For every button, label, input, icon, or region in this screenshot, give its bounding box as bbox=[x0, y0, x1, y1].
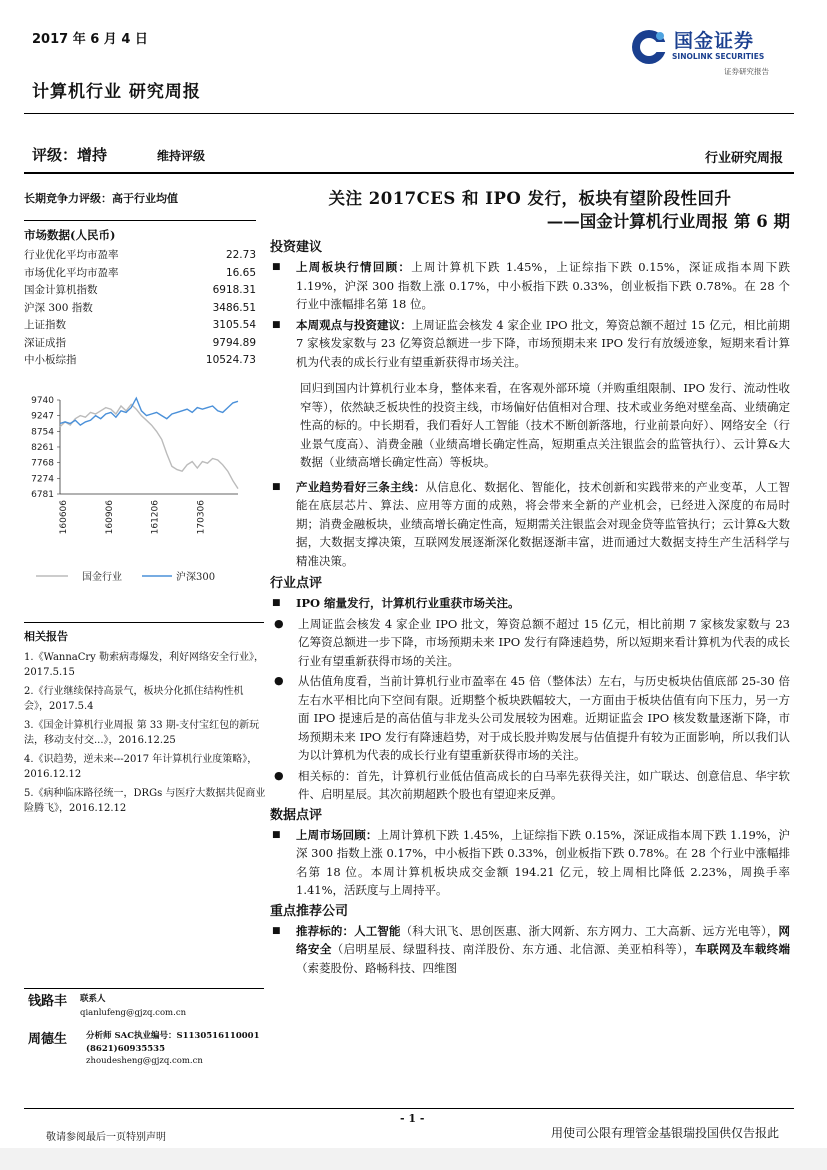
market-data-row bbox=[24, 300, 256, 318]
page-number: - 1 - bbox=[400, 1112, 425, 1125]
keyword: 人工智能 bbox=[354, 923, 401, 938]
bullet-text: 从信息化、数据化、智能化，技术创新和实践带来的产业变革，人工智能在底层芯片、算法、应用等方面的成熟，将会带来全新的产业机会，已经进入深度的布局时期；消费金融板块，业绩高增长确定性高，短期需关注银监会对现金贷等监管执行；云计算&大数据，大数据支撑决策，互联网发展逐渐深化数据逐渐丰富，进而通过大数据支持生产生活科学与精准决策。 bbox=[296, 479, 790, 568]
divider bbox=[24, 622, 264, 623]
logo-mark-icon bbox=[630, 28, 668, 66]
market-data-row bbox=[24, 282, 256, 300]
market-data-value: 22.73 bbox=[225, 249, 256, 261]
section-heading: 行业点评 bbox=[270, 576, 323, 591]
list-item: ● 相关标的：首先，计算机行业低估值高成长的白马率先获得关注，如广联达、创意信息、华宇软件、启明星辰。其次前期超跌个股也有望迎来反弹。 bbox=[270, 767, 790, 804]
index-line-chart bbox=[24, 392, 256, 592]
analyst-role: 分析师 SAC执业编号：S1130516110001 bbox=[86, 1031, 260, 1041]
legend-label: 国金行业 bbox=[82, 571, 122, 583]
bullet-heading: 产业趋势看好三条主线： bbox=[296, 479, 426, 494]
y-tick-label: 8261 bbox=[31, 442, 54, 453]
x-tick-label: 161206 bbox=[150, 499, 161, 534]
analyst-email[interactable]: qianlufeng@gjzq.com.cn bbox=[80, 1008, 187, 1018]
long-term-rating: 长期竞争力评级：高于行业均值 bbox=[24, 192, 178, 205]
bullet-text: 上周计算机下跌 1.45%，上证综指下跌 0.15%，深证成指本周下跌 1.19%，沪深 300 指数上涨 0.17%，中小板指下跌 0.33%，创业板指下跌 0.78%。在 28 个行业中涨幅排名第 18 位。 bbox=[296, 260, 791, 311]
bullet-heading: 上周板块行情回顾： bbox=[296, 260, 412, 274]
logo-cn: 国金证券 bbox=[674, 30, 755, 52]
header-divider bbox=[24, 172, 794, 174]
related-report-item[interactable]: 4.《识趋势，逆未来---2017 年计算机行业度策略》，2016.12.12 bbox=[24, 754, 258, 780]
bullet-heading: 本周观点与投资建议： bbox=[296, 317, 412, 332]
section-heading: 重点推荐公司 bbox=[270, 903, 349, 919]
rating-action: 维持评级 bbox=[157, 149, 206, 163]
list-item: ■ 产业趋势看好三条主线：从信息化、数据化、智能化，技术创新和实践带来的产业变革，人工智能在底层芯片、算法、应用等方面的成熟，将会带来全新的产业机会，已经进入深度的布局时期；消费金融板块，业绩高增长确定性高，短期需关注银监会对现金贷等监管执行；云计算&大数据，大数据支撑决策，互联网发展逐渐深化数据逐渐丰富，进而通过大数据支持生产生活科学与精准决策。 bbox=[272, 479, 790, 568]
market-data-label: 国金计算机指数 bbox=[24, 284, 98, 296]
y-tick-label: 7274 bbox=[31, 473, 54, 484]
list-item: ■ IPO 缩量发行，计算机行业重获市场关注。 bbox=[270, 594, 790, 613]
analyst-name: 钱路丰 bbox=[28, 994, 68, 1009]
market-data-label: 中小板综指 bbox=[24, 354, 77, 366]
legend-label: 沪深300 bbox=[176, 571, 216, 583]
analyst-email[interactable]: zhoudesheng@gjzq.com.cn bbox=[86, 1056, 203, 1066]
market-data-row bbox=[24, 352, 256, 370]
report-title: 关注 2017CES 和 IPO 发行，板块有望阶段性回升 bbox=[328, 189, 732, 208]
company-logo bbox=[630, 26, 790, 82]
market-data-value: 9794.89 bbox=[212, 336, 256, 349]
bullet-text: 从估值角度看，当前计算机行业市盈率在 45 倍（整体法）左右，与历史板块估值底部 25-30 倍左右水平相比向下空间有限。近期整个板块跌幅较大，一方面由于板块估值有向下压力，另一方面 IPO 提速后是的高估值与非龙头公司发展较为困难。近期证监会 IPO 核发数量逐渐下降，市场预期未来 IPO 发行有降速趋势，对于成长股并购发展与估值提升有较为正面影响，所以我们认为以计算机为代表的成长行业有望重新获得市场的关注。 bbox=[298, 674, 790, 762]
y-tick-label: 6781 bbox=[31, 489, 54, 500]
related-report-item[interactable]: 3.《国金计算机行业周报 第 33 期-支付宝红包的新玩法，移动支付交...》，2016.12.25 bbox=[24, 720, 260, 746]
keyword: 网络安全 bbox=[296, 923, 790, 956]
bullet-text: （启明星辰、绿盟科技、南洋股份、东方通、北信源、美亚柏科等）， bbox=[331, 942, 696, 956]
logo-tag: 证券研究报告 bbox=[724, 67, 769, 76]
paragraph: 回归到国内计算机行业本身，整体来看，在客观外部环境（并购重组限制、IPO 发行、流动性收窄等），依然缺乏板块性的投资主线，市场偏好估值相对合理、技术或业务绝对壁垒高、业绩确定性高的标的。中长期看，我们看好人工智能（技术不断创新落地，行业前景向好）、网络安全（行业景气度高）、消费金融（业绩高增长确定性高，短期重点关注银监会的监管执行）、云计算&大数据（业绩高增长确定性高）等板块。 bbox=[300, 381, 790, 469]
report-type: 行业研究周报 bbox=[704, 151, 783, 166]
mirrored-notice: 用使司公限有理管金基银瑞投国供仅告报此 bbox=[550, 1126, 779, 1140]
analyst-phone: (8621)60935535 bbox=[86, 1043, 166, 1054]
section-heading: 数据点评 bbox=[270, 807, 323, 823]
related-reports-title: 相关报告 bbox=[24, 630, 68, 643]
related-reports-list bbox=[24, 650, 266, 816]
market-data-row bbox=[24, 247, 256, 265]
related-report-item[interactable]: 2.《行业继续保持高景气，板块分化抓住结构性机会》，2017.5.4 bbox=[24, 686, 244, 712]
list-item: ● 从估值角度看，当前计算机行业市盈率在 45 倍（整体法）左右，与历史板块估值底部 25-30 倍左右水平相比向下空间有限。近期整个板块跌幅较大，一方面由于板块估值有向下压力，另一方面 IPO 提速后是的高估值与非龙头公司发展较为困难。近期证监会 IPO 核发数量逐渐下降，市场预期未来 IPO 发行有降速趋势，对于成长股并购发展与估值提升有较为正面影响，所以我们认为以计算机为代表的成长行业有望重新获得市场的关注。 bbox=[270, 672, 790, 765]
list-item: ■ 本周观点与投资建议：上周证监会核发 4 家企业 IPO 批文，筹资总额不超过 15 亿元，相比前期 7 家核发家数与 23 亿筹资总额进一步下降，市场预期未来 IPO 发行有放缓迹象，短期来看计算机为代表的成长行业有望重新获得市场关注。 bbox=[272, 317, 791, 369]
y-tick-label: 9247 bbox=[31, 411, 54, 422]
x-tick-label: 160606 bbox=[59, 499, 69, 534]
y-tick-label: 8754 bbox=[31, 426, 54, 437]
market-data-value: 6918.31 bbox=[212, 284, 256, 296]
index-chart bbox=[24, 392, 256, 592]
market-data-value: 3486.51 bbox=[212, 301, 256, 314]
section-heading: 投资建议 bbox=[270, 240, 323, 255]
market-data-label: 沪深 300 指数 bbox=[24, 301, 93, 314]
bullet-text: 上周证监会核发 4 家企业 IPO 批文，筹资总额不超过 15 亿元，相比前期 7 家核发家数与 23 亿筹资总额进一步下降，市场预期未来 IPO 发行有降速趋势，所以短期来看计算机为代表的成长行业有望重新获得市场的关注。 bbox=[298, 616, 790, 668]
market-data-row bbox=[24, 335, 256, 353]
bullet-text: （科大讯飞、思创医惠、浙大网新、东方网力、工大高新、远方光电等）， bbox=[400, 923, 779, 938]
watermark-band bbox=[0, 1148, 827, 1170]
divider bbox=[24, 220, 256, 221]
bullet-heading: 上周市场回顾： bbox=[296, 827, 378, 842]
list-item: ■ 推荐标的：人工智能（科大讯飞、思创医惠、浙大网新、东方网力、工大高新、远方光电等），网络安全（启明星辰、绿盟科技、南洋股份、东方通、北信源、美亚柏科等），车联网及车载终端（索菱股份、路畅科技、四维图 bbox=[272, 923, 791, 975]
divider bbox=[24, 988, 264, 989]
keyword: 车联网及车载终端 bbox=[695, 942, 791, 956]
market-data-label: 行业优化平均市盈率 bbox=[24, 249, 119, 261]
list-item: ● 上周证监会核发 4 家企业 IPO 批文，筹资总额不超过 15 亿元，相比前期 7 家核发家数与 23 亿筹资总额进一步下降，市场预期未来 IPO 发行有降速趋势，所以短期来看计算机为代表的成长行业有望重新获得市场的关注。 bbox=[270, 615, 790, 671]
list-item: ■ 上周市场回顾：上周计算机下跌 1.45%，上证综指下跌 0.15%，深证成指本周下跌 1.19%，沪深 300 指数上涨 0.17%，中小板指下跌 0.33%，创业板指下跌 0.78%。在 28 个行业中涨幅排名第 18 位。本周计算机板块成交金额 194.21 亿元，较上周相比降低 2.23%，周换手率 1.41%，活跃度与上周持平。 bbox=[272, 827, 791, 897]
market-data-row bbox=[24, 265, 256, 283]
footer-divider bbox=[24, 1108, 794, 1109]
divider bbox=[24, 113, 794, 114]
market-data-value: 10524.73 bbox=[205, 354, 256, 366]
market-data-label: 深证成指 bbox=[24, 336, 66, 349]
market-data-value: 16.65 bbox=[225, 266, 256, 279]
x-tick-label: 160906 bbox=[104, 499, 115, 534]
y-tick-label: 9740 bbox=[31, 395, 54, 406]
logo-en: SINOLINK SECURITIES bbox=[672, 52, 765, 61]
market-data-value: 3105.54 bbox=[212, 319, 256, 331]
analyst-role: 联系人 bbox=[80, 994, 106, 1004]
series-line bbox=[60, 404, 238, 488]
market-data-label: 市场优化平均市盈率 bbox=[24, 266, 119, 279]
section-subheading: IPO 缩量发行，计算机行业重获市场关注。 bbox=[296, 596, 520, 610]
bullet-text: 上周计算机下跌 1.45%，上证综指下跌 0.15%，深证成指本周下跌 1.19%，沪深 300 指数上涨 0.17%，中小板指下跌 0.33%，创业板指下跌 0.78%。在 28 个行业中涨幅排名第 18 位。本周计算机板块成交金额 194.21 亿元，较上周相比降低 2.23%，周换手率 1.41%，活跃度与上周持平。 bbox=[296, 827, 791, 897]
list-item: ■ 上周板块行情回顾：上周计算机下跌 1.45%，上证综指下跌 0.15%，深证成指本周下跌 1.19%，沪深 300 指数上涨 0.17%，中小板指下跌 0.33%，创业板指下跌 0.78%。在 28 个行业中涨幅排名第 18 位。 bbox=[272, 260, 791, 311]
x-tick-label: 170306 bbox=[196, 499, 207, 534]
market-data-label: 上证指数 bbox=[24, 319, 66, 331]
report-date: 2017 年 6 月 4 日 bbox=[32, 32, 148, 47]
market-data-table bbox=[24, 247, 256, 370]
bullet-heading: 推荐标的： bbox=[296, 923, 355, 938]
series-line bbox=[60, 398, 238, 425]
related-report-item[interactable]: 1.《WannaCry 勒索病毒爆发，利好网络安全行业》，2017.5.15 bbox=[24, 652, 265, 678]
market-data-row bbox=[24, 317, 256, 335]
related-report-item[interactable]: 5.《病种临床路径统一，DRGs 与医疗大数据共促商业险腾飞》，2016.12.12 bbox=[24, 788, 266, 814]
analyst-name: 周德生 bbox=[28, 1032, 68, 1047]
rating: 评级：增持 bbox=[32, 146, 108, 164]
report-subtitle: ——国金计算机行业周报 第 6 期 bbox=[546, 212, 790, 231]
industry-title: 计算机行业 研究周报 bbox=[32, 82, 201, 102]
bullet-text: 相关标的：首先，计算机行业低估值高成长的白马率先获得关注，如广联达、创意信息、华宇软件、启明星辰。其次前期超跌个股也有望迎来反弹。 bbox=[298, 768, 790, 801]
y-tick-label: 7768 bbox=[31, 458, 54, 469]
market-data-title: 市场数据(人民币) bbox=[24, 228, 116, 242]
bullet-text: （索菱股份、路畅科技、四维图 bbox=[296, 960, 457, 975]
disclaimer: 敬请参阅最后一页特别声明 bbox=[46, 1132, 166, 1143]
bullet-text: 上周证监会核发 4 家企业 IPO 批文，筹资总额不超过 15 亿元，相比前期 7 家核发家数与 23 亿筹资总额进一步下降，市场预期未来 IPO 发行有放缓迹象，短期来看计算机为代表的成长行业有望重新获得市场关注。 bbox=[296, 317, 791, 369]
